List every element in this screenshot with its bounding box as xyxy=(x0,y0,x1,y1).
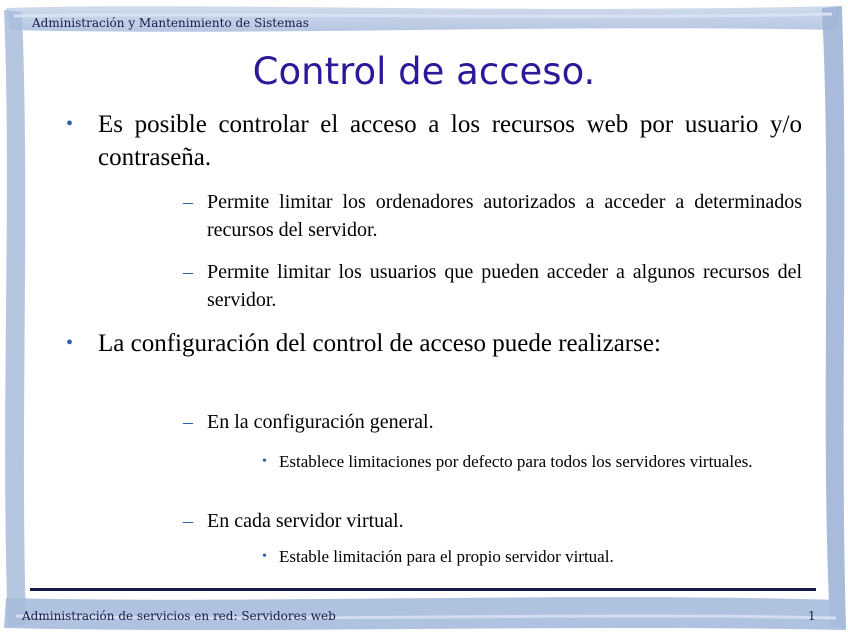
sub-bullet-text: Permite limitar los usuarios que pueden acceder a algunos recursos del servidor. xyxy=(207,261,802,311)
slide-title: Control de acceso. xyxy=(252,50,596,93)
sub-sub-bullet-item-2-2-1 xyxy=(262,545,802,569)
sub-bullet-item-2-2 xyxy=(183,507,802,535)
bullet-text: La configuración del control de acceso puede realizarse: xyxy=(98,330,661,357)
bullet-marker: • xyxy=(262,549,267,564)
dash-marker: – xyxy=(183,411,193,433)
bullet-item-1 xyxy=(68,108,802,174)
bullet-marker: • xyxy=(262,454,267,469)
footer-course-name: Administración de servicios en red: Servidores web xyxy=(22,609,336,623)
sub-sub-bullet-text: Estable limitación para el propio servidor virtual. xyxy=(279,547,614,566)
header-course-title: Administración y Mantenimiento de Sistemas xyxy=(32,16,309,30)
dash-marker: – xyxy=(183,191,193,213)
bullet-text: Es posible controlar el acceso a los recursos web por usuario y/o contraseña. xyxy=(98,111,802,171)
footer-divider xyxy=(30,588,816,591)
sub-sub-bullet-text: Establece limitaciones por defecto para todos los servidores virtuales. xyxy=(279,452,753,471)
sub-sub-bullet-item-2-1-1 xyxy=(262,450,802,474)
sub-bullet-text: Permite limitar los ordenadores autorizados a acceder a determinados recursos del servidor. xyxy=(207,191,802,241)
page-number: 1 xyxy=(808,609,816,623)
bullet-marker: • xyxy=(66,113,74,135)
dash-marker: – xyxy=(183,261,193,283)
sub-bullet-text: En cada servidor virtual. xyxy=(207,510,404,532)
sub-bullet-item-1-1 xyxy=(183,188,802,244)
dash-marker: – xyxy=(183,510,193,532)
bullet-marker: • xyxy=(66,332,74,354)
sub-bullet-text: En la configuración general. xyxy=(207,411,434,433)
sub-bullet-item-2-1 xyxy=(183,408,802,436)
frame-left-band xyxy=(4,10,26,628)
frame-right-band xyxy=(822,6,846,628)
bullet-item-2 xyxy=(68,327,802,360)
sub-bullet-item-1-2 xyxy=(183,258,802,314)
